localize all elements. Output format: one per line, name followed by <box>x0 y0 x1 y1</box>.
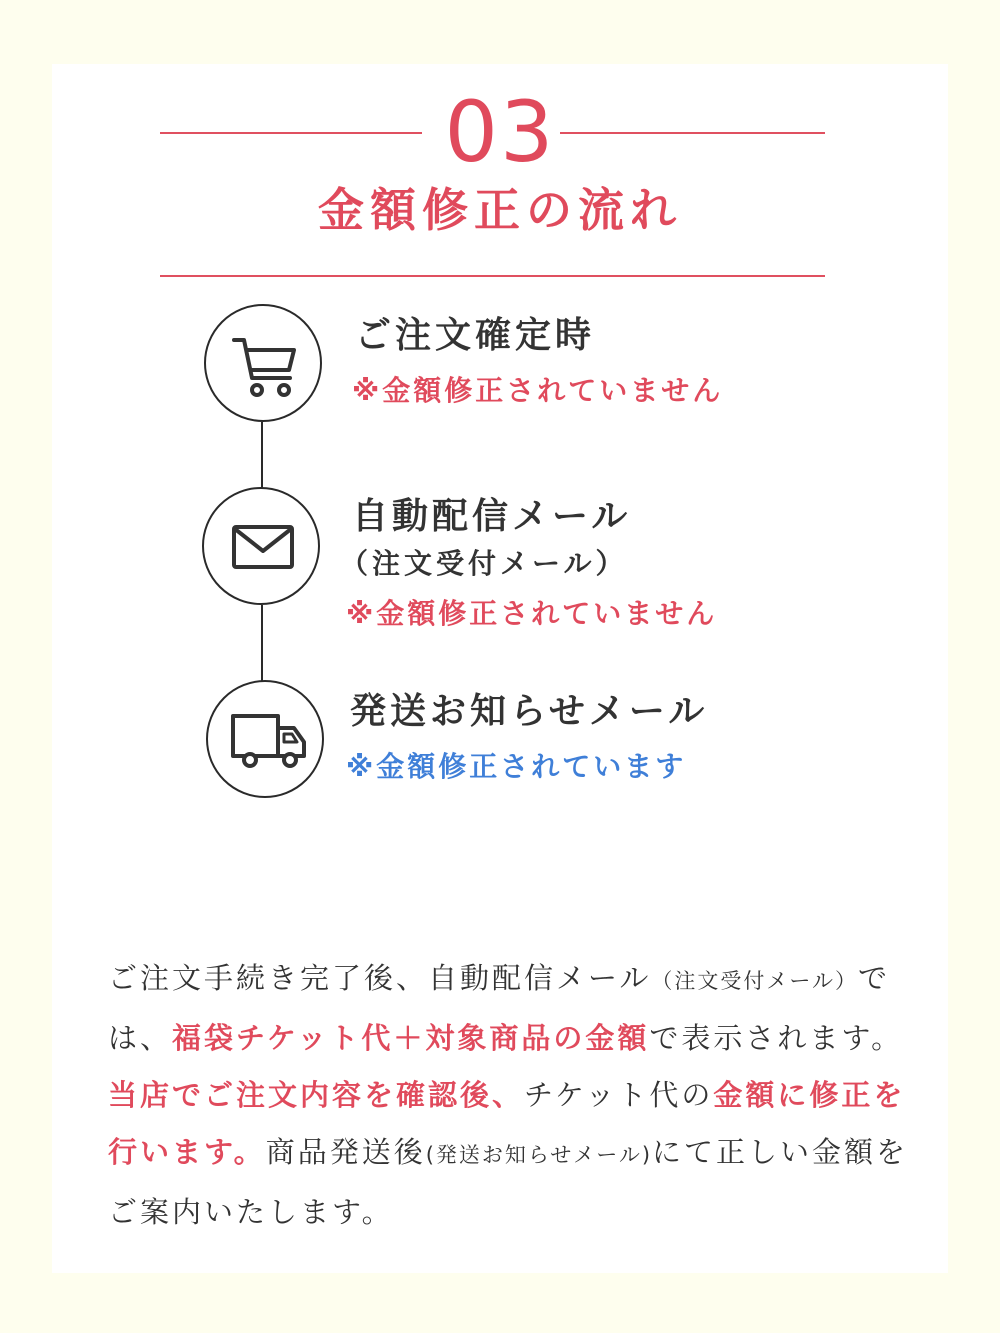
timeline-connector <box>261 605 263 681</box>
description-text: ご注文手続き完了後、自動配信メール <box>108 961 652 995</box>
step-title: 自動配信メール <box>352 496 632 537</box>
step-title: 発送お知らせメール <box>350 691 709 732</box>
step-note: ※金額修正されています <box>346 750 687 783</box>
timeline-connector <box>261 422 263 488</box>
step-note: ※金額修正されていません <box>352 374 724 407</box>
description-text: 商品発送後 <box>265 1135 426 1169</box>
description-text: では、 <box>108 961 891 1055</box>
step-icon-circle <box>204 304 322 422</box>
step-icon-circle <box>202 487 320 605</box>
description-text: (発送お知らせメール) <box>425 1143 653 1167</box>
truck-icon <box>208 682 322 796</box>
description-highlight: 金額に修正を行います。 <box>108 1078 906 1169</box>
description-text: にて正しい金額をご案内いたします。 <box>108 1135 909 1229</box>
header-divider <box>160 275 825 277</box>
section-title: 金額修正の流れ <box>318 183 682 237</box>
cart-icon <box>206 306 320 420</box>
description-text: チケット代の <box>524 1078 714 1112</box>
description-highlight: 福袋チケット代＋対象商品の金額 <box>172 1021 650 1055</box>
step-note: ※金額修正されていません <box>346 597 718 630</box>
mail-icon <box>204 489 318 603</box>
description-paragraph <box>108 950 918 1241</box>
description-text: （注文受付メール） <box>651 969 859 993</box>
step-subtitle: （注文受付メール） <box>340 547 628 580</box>
description-text: で表示されます。 <box>649 1021 904 1055</box>
section-number: 03 <box>444 83 556 181</box>
description-highlight: 当店でご注文内容を確認後、 <box>108 1078 525 1112</box>
step-title: ご注文確定時 <box>355 315 596 356</box>
step-icon-circle <box>206 680 324 798</box>
